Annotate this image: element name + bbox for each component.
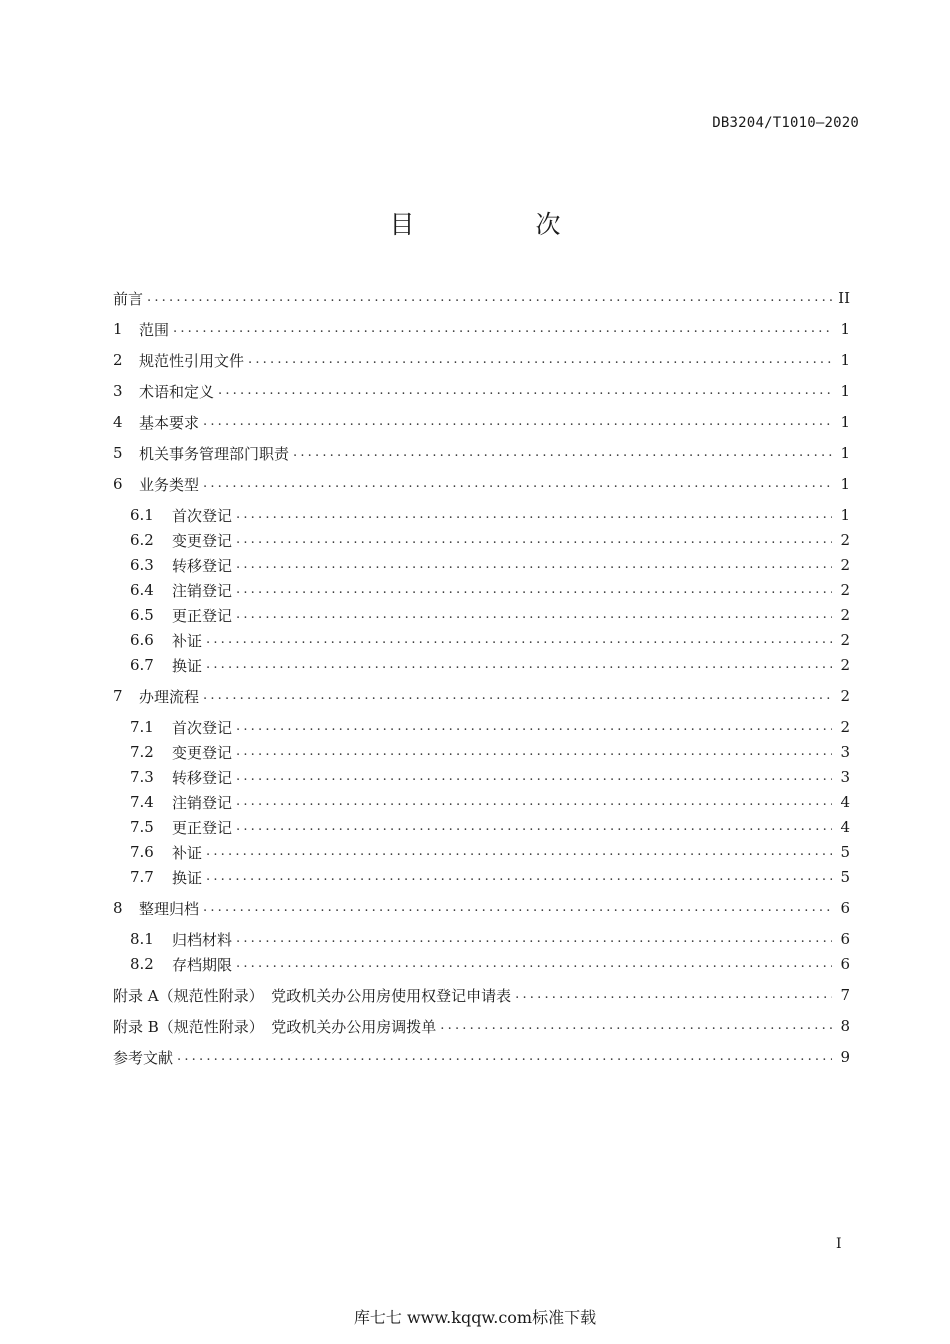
toc-entry-page: 1 — [840, 413, 850, 431]
toc-entry-page: 2 — [840, 631, 850, 649]
toc-entry-label: 基本要求 — [139, 413, 200, 432]
toc-leader-dots — [236, 504, 832, 526]
toc-entry-number: 8 — [113, 899, 123, 917]
toc-leader-dots — [515, 984, 832, 1006]
toc-entry-number: 8.1 — [130, 930, 154, 948]
toc-entry[interactable] — [113, 841, 850, 863]
toc-entry-number: 6.2 — [130, 531, 154, 549]
footer-watermark: 库七七 www.kqqw.com标准下载 — [353, 1308, 597, 1327]
toc-leader-dots — [236, 816, 832, 838]
toc-entry-label: 变更登记 — [172, 531, 233, 550]
toc-entry-page: 7 — [840, 986, 850, 1004]
toc-leader-dots — [203, 411, 832, 433]
toc-leader-dots — [236, 604, 832, 626]
toc-leader-dots — [206, 629, 832, 651]
toc-leader-dots — [236, 529, 832, 551]
toc-entry-label: 更正登记 — [172, 606, 233, 625]
toc-leader-dots — [236, 554, 832, 576]
toc-entry-number: 7.2 — [130, 743, 154, 761]
toc-entry-number: 7.7 — [130, 868, 154, 886]
toc-entry-label: 机关事务管理部门职责 — [139, 444, 290, 463]
toc-entry-number: 3 — [113, 382, 123, 400]
toc-leader-dots — [203, 685, 832, 707]
toc-entry[interactable] — [113, 1046, 850, 1068]
toc-entry[interactable] — [113, 442, 850, 464]
toc-entry-label: 变更登记 — [172, 743, 233, 762]
toc-entry-label: 业务类型 — [139, 475, 200, 494]
toc-leader-dots — [236, 579, 832, 601]
toc-entry-number: 6.3 — [130, 556, 154, 574]
toc-leader-dots — [203, 897, 832, 919]
toc-leader-dots — [177, 1046, 832, 1068]
toc-leader-dots — [206, 841, 832, 863]
toc-entry-page: 2 — [840, 556, 850, 574]
toc-entry[interactable] — [113, 685, 850, 707]
toc-entry-label: 更正登记 — [172, 818, 233, 837]
toc-entry[interactable] — [113, 380, 850, 402]
toc-leader-dots — [248, 349, 832, 371]
toc-leader-dots — [173, 318, 832, 340]
toc-entry[interactable] — [113, 953, 850, 975]
toc-leader-dots — [440, 1015, 832, 1037]
toc-entry[interactable] — [113, 866, 850, 888]
toc-entry-page: 6 — [840, 899, 850, 917]
toc-entry-page: 4 — [840, 793, 850, 811]
toc-entry-number: 6.4 — [130, 581, 154, 599]
toc-leader-dots — [236, 791, 832, 813]
toc-entry[interactable] — [113, 984, 850, 1006]
toc-entry[interactable] — [113, 654, 850, 676]
toc-entry-label: 首次登记 — [172, 506, 233, 525]
toc-entry[interactable] — [113, 816, 850, 838]
toc-entry[interactable] — [113, 928, 850, 950]
toc-entry[interactable] — [113, 349, 850, 371]
toc-entry-number: 7 — [113, 687, 123, 705]
toc-entry-page: 8 — [840, 1017, 850, 1035]
toc-entry-label: 范围 — [139, 320, 170, 339]
toc-entry-label: 补证 — [172, 843, 203, 862]
toc-entry-number: 7.6 — [130, 843, 154, 861]
page-title: 目 次 — [389, 210, 609, 239]
toc-entry-number: 5 — [113, 444, 123, 462]
toc-entry[interactable] — [113, 897, 850, 919]
toc-entry-number: 7.3 — [130, 768, 154, 786]
toc-entry[interactable] — [113, 1015, 850, 1037]
toc-entry-label: 附录 B（规范性附录） 党政机关办公用房调拨单 — [113, 1017, 437, 1036]
toc-entry-label: 存档期限 — [172, 955, 233, 974]
toc-entry[interactable] — [113, 554, 850, 576]
toc-entry[interactable] — [113, 791, 850, 813]
toc-entry[interactable] — [113, 766, 850, 788]
toc-entry[interactable] — [113, 287, 850, 309]
toc-entry[interactable] — [113, 411, 850, 433]
toc-entry-page: 3 — [840, 768, 850, 786]
toc-entry-label: 换证 — [172, 656, 203, 675]
toc-leader-dots — [236, 953, 832, 975]
toc-leader-dots — [293, 442, 832, 464]
toc-entry-page: 3 — [840, 743, 850, 761]
toc-entry-label: 补证 — [172, 631, 203, 650]
toc-entry-number: 6 — [113, 475, 123, 493]
toc-entry-label: 前言 — [113, 289, 144, 308]
toc-entry-label: 换证 — [172, 868, 203, 887]
toc-entry-page: II — [838, 289, 850, 307]
toc-entry-page: 6 — [840, 930, 850, 948]
toc-entry-label: 附录 A（规范性附录） 党政机关办公用房使用权登记申请表 — [113, 986, 512, 1005]
toc-entry-label: 注销登记 — [172, 793, 233, 812]
toc-entry-page: 1 — [840, 320, 850, 338]
toc-entry-number: 7.1 — [130, 718, 154, 736]
toc-entry-page: 1 — [840, 475, 850, 493]
toc-entry-label: 归档材料 — [172, 930, 233, 949]
toc-entry-page: 2 — [840, 581, 850, 599]
toc-entry-label: 转移登记 — [172, 556, 233, 575]
toc-entry[interactable] — [113, 579, 850, 601]
toc-leader-dots — [236, 928, 832, 950]
toc-entry-page: 1 — [840, 382, 850, 400]
toc-entry[interactable] — [113, 741, 850, 763]
toc-leader-dots — [206, 866, 832, 888]
toc-leader-dots — [206, 654, 832, 676]
toc-entry[interactable] — [113, 318, 850, 340]
toc-entry-number: 1 — [113, 320, 123, 338]
document-code: DB3204/T1010—2020 — [712, 115, 859, 131]
toc-entry[interactable] — [113, 504, 850, 526]
toc-entry-page: 1 — [840, 351, 850, 369]
toc-entry-page: 2 — [840, 718, 850, 736]
toc-leader-dots — [236, 741, 832, 763]
toc-leader-dots — [218, 380, 832, 402]
toc-entry-number: 6.1 — [130, 506, 154, 524]
toc-leader-dots — [147, 287, 832, 309]
toc-leader-dots — [236, 766, 832, 788]
toc-entry-page: 5 — [840, 868, 850, 886]
toc-entry-number: 4 — [113, 413, 123, 431]
toc-entry[interactable] — [113, 716, 850, 738]
toc-entry-number: 8.2 — [130, 955, 154, 973]
toc-entry[interactable] — [113, 604, 850, 626]
toc-entry-label: 注销登记 — [172, 581, 233, 600]
toc-entry-page: 9 — [840, 1048, 850, 1066]
toc-entry-number: 6.6 — [130, 631, 154, 649]
toc-entry-page: 2 — [840, 656, 850, 674]
toc-entry-page: 1 — [840, 506, 850, 524]
toc-entry-number: 7.4 — [130, 793, 154, 811]
toc-entry-number: 7.5 — [130, 818, 154, 836]
toc-entry-label: 整理归档 — [139, 899, 200, 918]
toc-entry-label: 参考文献 — [113, 1048, 174, 1067]
toc-entry[interactable] — [113, 629, 850, 651]
toc-entry-page: 6 — [840, 955, 850, 973]
toc-entry-number: 6.7 — [130, 656, 154, 674]
toc-leader-dots — [236, 716, 832, 738]
toc-entry-label: 规范性引用文件 — [139, 351, 245, 370]
toc-entry-page: 2 — [840, 531, 850, 549]
toc-entry-label: 术语和定义 — [139, 382, 215, 401]
toc-entry-page: 2 — [840, 687, 850, 705]
toc-entry-page: 1 — [840, 444, 850, 462]
page-number: I — [836, 1236, 842, 1252]
toc-entry-page: 2 — [840, 606, 850, 624]
toc-leader-dots — [203, 473, 832, 495]
toc-entry-label: 转移登记 — [172, 768, 233, 787]
toc-entry-number: 2 — [113, 351, 123, 369]
toc-entry-label: 办理流程 — [139, 687, 200, 706]
toc-entry[interactable] — [113, 529, 850, 551]
toc-entry[interactable] — [113, 473, 850, 495]
toc-entry-page: 4 — [840, 818, 850, 836]
toc-entry-number: 6.5 — [130, 606, 154, 624]
toc-entry-label: 首次登记 — [172, 718, 233, 737]
toc-entry-page: 5 — [840, 843, 850, 861]
